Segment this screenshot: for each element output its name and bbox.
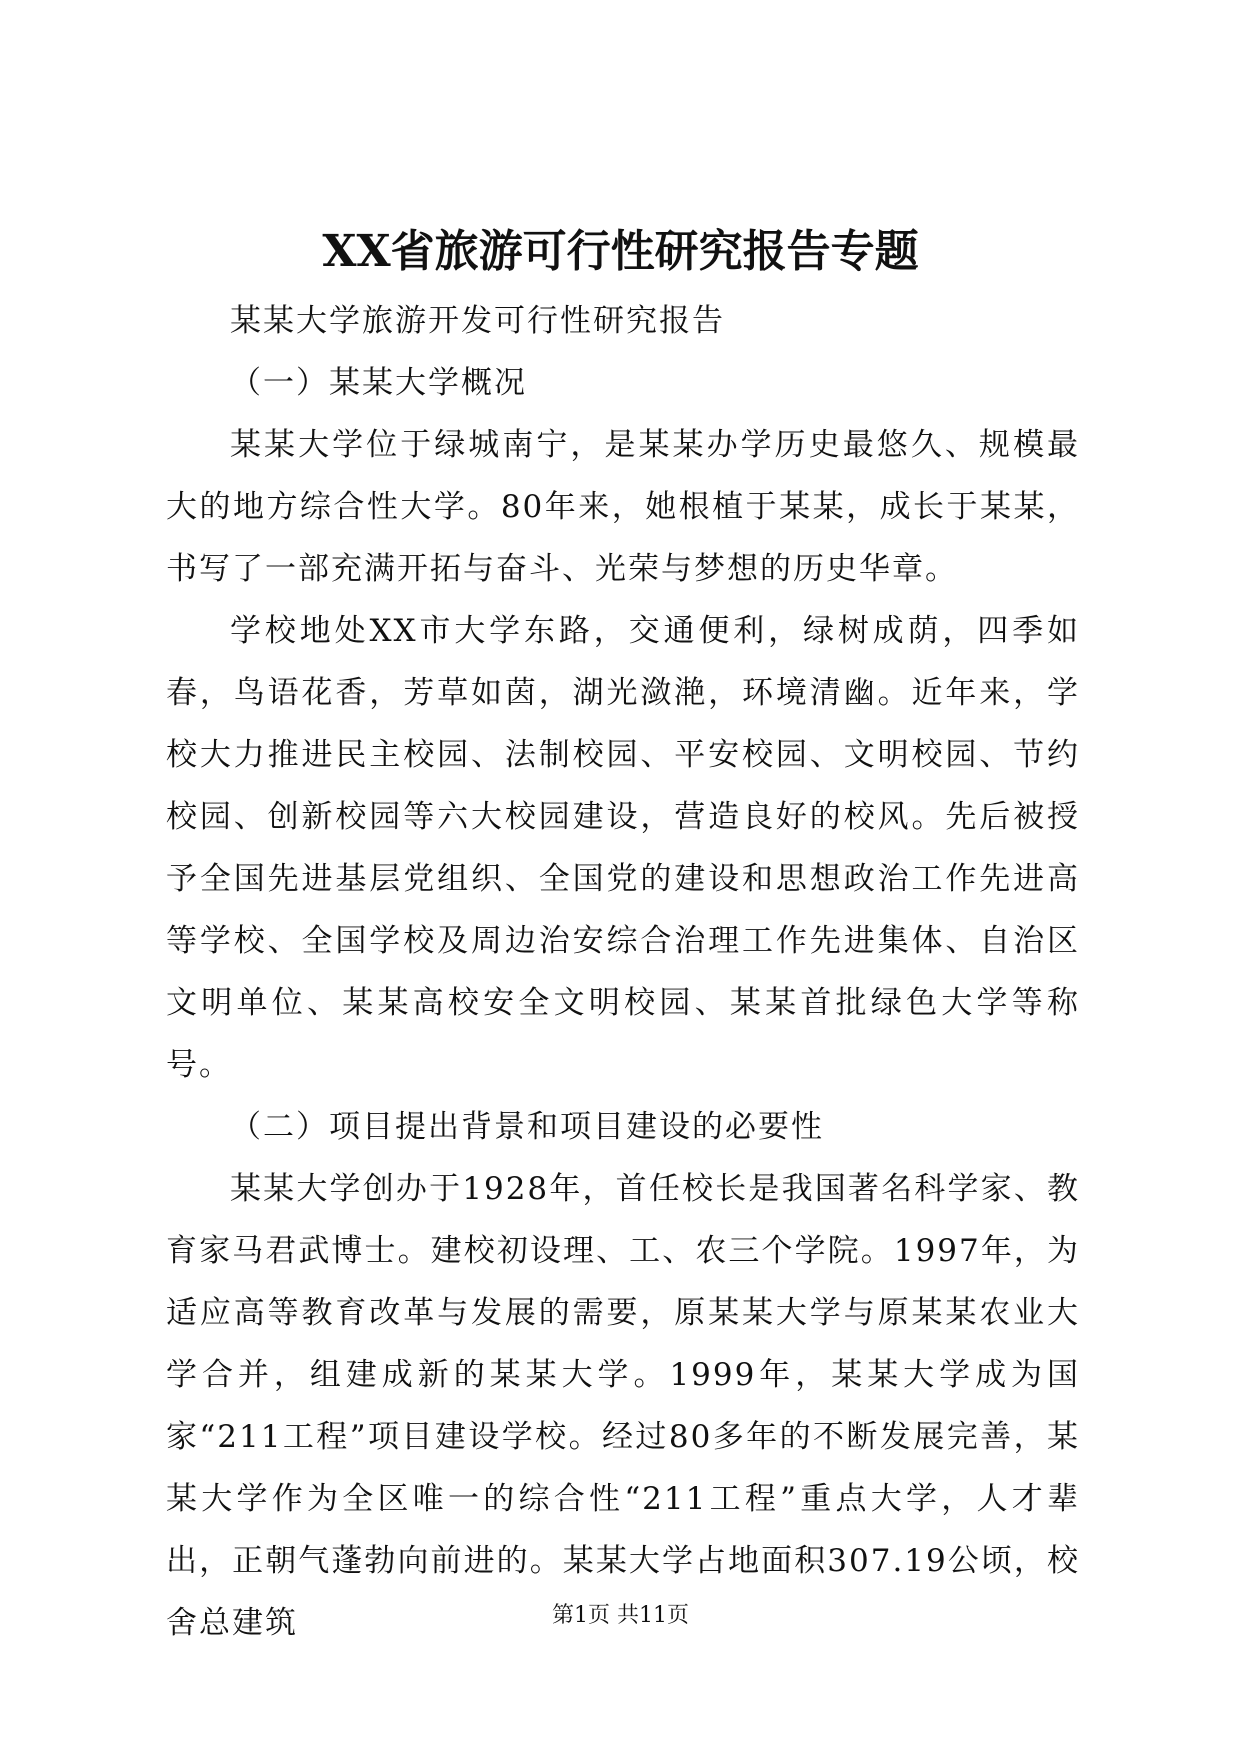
page-number-footer: 第1页 共11页 — [552, 1603, 689, 1628]
section-heading-overview: （一）某某大学概况 — [230, 365, 527, 401]
paragraph-overview-intro: 某某大学位于绿城南宁，是某某办学历史最悠久、规模最大的地方综合性大学。80年来，她根植于某某，成长于某某，书写了一部充满开拓与奋斗、光荣与梦想的历史华章。 — [166, 427, 1080, 587]
report-subtitle: 某某大学旅游开发可行性研究报告 — [230, 303, 725, 339]
document-body — [166, 290, 1080, 1654]
paragraph-campus-environment: 学校地处XX市大学东路，交通便利，绿树成荫，四季如春，鸟语花香，芳草如茵，湖光潋滟，环境清幽。近年来，学校大力推进民主校园、法制校园、平安校园、文明校园、节约校园、创新校园等六大校园建设，营造良好的校风。先后被授予全国先进基层党组织、全国党的建设和思想政治工作先进高等学校、全国学校及周边治安综合治理工作先进集体、自治区文明单位、某某高校安全文明校园、某某首批绿色大学等称号。 — [166, 613, 1080, 1083]
paragraph-history: 某某大学创办于1928年，首任校长是我国著名科学家、教育家马君武博士。建校初设理、工、农三个学院。1997年，为适应高等教育改革与发展的需要，原某某大学与原某某农业大学合并，组建成新的某某大学。1999年，某某大学成为国家“211工程”项目建设学校。经过80多年的不断发展完善，某某大学作为全区唯一的综合性“211工程”重点大学，人才辈出，正朝气蓬勃向前进的。某某大学占地面积307.19公顷，校舍总建筑 — [166, 1171, 1080, 1641]
document-title: XX省旅游可行性研究报告专题 — [322, 226, 919, 277]
section-heading-background: （二）项目提出背景和项目建设的必要性 — [230, 1109, 824, 1145]
